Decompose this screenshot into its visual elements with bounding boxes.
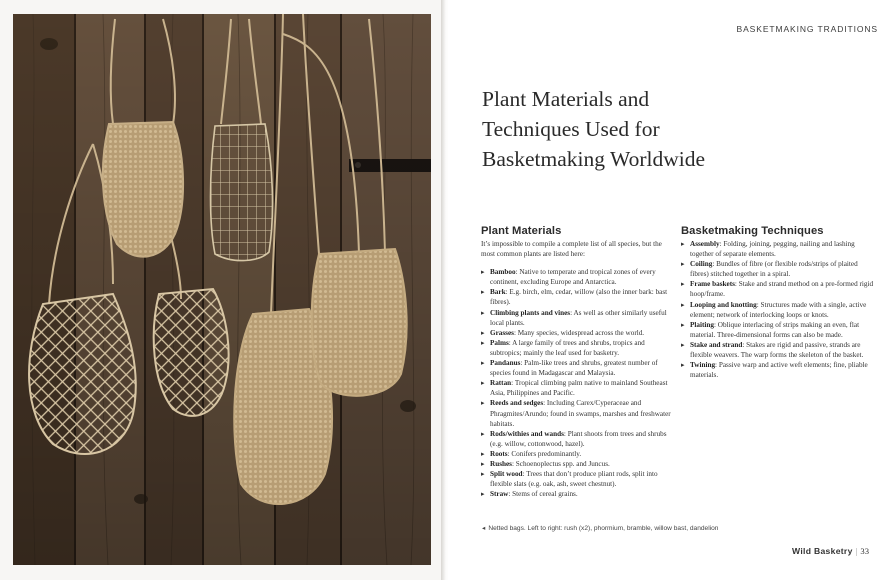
item-term: Split wood bbox=[490, 470, 523, 479]
plant-materials-list bbox=[481, 267, 671, 499]
list-item bbox=[481, 469, 671, 489]
item-description: : Structures made with a single, active element; network of interlocking loops or knots. bbox=[690, 300, 867, 319]
bullet-icon: ▸ bbox=[481, 328, 485, 337]
bullet-icon: ▸ bbox=[681, 240, 685, 248]
bullet-icon: ▸ bbox=[481, 268, 485, 277]
item-description: : Bundles of fibre (or flexible rods/strips of plaited fibres) stitched together in a spiral. bbox=[690, 260, 858, 279]
bullet-icon: ▸ bbox=[481, 359, 485, 368]
item-description: : E.g. birch, elm, cedar, willow (also the inner bark: bast fibres). bbox=[490, 288, 668, 307]
bullet-icon: ▸ bbox=[481, 490, 485, 499]
right-page bbox=[448, 0, 894, 580]
page-title bbox=[482, 84, 862, 174]
item-term: Rods/withies and wands bbox=[490, 429, 564, 438]
bullet-icon: ▸ bbox=[481, 470, 485, 479]
item-term: Stake and strand bbox=[690, 340, 743, 349]
list-item bbox=[681, 360, 877, 380]
item-description: : As well as other similarly useful local plants. bbox=[490, 308, 667, 327]
item-term: Bamboo bbox=[490, 268, 516, 277]
item-description: : Palm-like trees and shrubs, greatest number of species found in Madagascar and Malaysia. bbox=[490, 359, 658, 378]
bullet-icon: ▸ bbox=[681, 260, 685, 269]
item-term: Assembly bbox=[690, 240, 720, 248]
bullet-icon: ▸ bbox=[681, 280, 685, 289]
item-term: Rattan bbox=[490, 379, 512, 388]
list-item bbox=[481, 398, 671, 428]
photo-caption bbox=[482, 524, 718, 532]
item-description: : A large family of trees and shrubs, tropics and subtropics; mainly the leaf used for basketry. bbox=[490, 338, 645, 357]
item-description: : Passive warp and active weft elements; fine, pliable materials. bbox=[690, 361, 868, 380]
item-description: : Schoenoplectus spp. and Juncus. bbox=[511, 459, 610, 468]
item-description: : Including Carex/Cyperaceae and Phragmites/Arundo; found in swamps, marshes and freshwater habitats. bbox=[490, 399, 671, 428]
list-item bbox=[681, 259, 877, 279]
item-term: Roots bbox=[490, 449, 508, 458]
item-term: Frame baskets bbox=[690, 280, 735, 289]
item-term: Pandanus bbox=[490, 359, 521, 368]
bullet-icon: ▸ bbox=[681, 320, 685, 329]
caption-text: Netted bags. Left to right: rush (x2), phormium, bramble, willow bast, dandelion bbox=[488, 525, 719, 532]
bullet-icon: ▸ bbox=[481, 449, 485, 458]
bullet-icon: ▸ bbox=[681, 361, 685, 370]
list-item bbox=[481, 287, 671, 307]
techniques-column bbox=[681, 225, 877, 380]
item-description: : Oblique interlacing of strips making an even, flat material. Three-dimensional forms can also be made. bbox=[690, 320, 860, 339]
bullet-icon: ▸ bbox=[481, 338, 485, 347]
list-item bbox=[481, 489, 671, 499]
list-item bbox=[481, 338, 671, 358]
bullet-icon: ▸ bbox=[481, 308, 485, 317]
list-item bbox=[481, 328, 671, 338]
item-term: Rushes bbox=[490, 459, 512, 468]
bullet-icon: ▸ bbox=[481, 429, 485, 438]
item-description: : Plant shoots from trees and shrubs (e.g. willow, cottonwood, hazel). bbox=[490, 429, 667, 448]
bullet-icon: ▸ bbox=[681, 300, 685, 309]
basket-photo bbox=[13, 14, 431, 565]
list-item bbox=[481, 267, 671, 287]
list-item bbox=[481, 459, 671, 469]
plant-materials-intro: It’s impossible to compile a complete list of all species, but the most common plants are listed here: bbox=[481, 240, 662, 259]
item-description: : Folding, joining, pegging, nailing and lashing together of separate elements. bbox=[690, 240, 855, 259]
title-line: Plant Materials and bbox=[482, 87, 650, 111]
item-term: Reeds and sedges bbox=[490, 399, 544, 408]
list-item bbox=[481, 378, 671, 398]
page-footer bbox=[792, 546, 869, 556]
page-number: 33 bbox=[860, 546, 869, 556]
list-item bbox=[681, 239, 877, 259]
item-term: Palms bbox=[490, 338, 509, 347]
plant-materials-column bbox=[481, 225, 671, 499]
list-item bbox=[481, 449, 671, 459]
running-head: BASKETMAKING TRADITIONS bbox=[736, 24, 878, 34]
list-item bbox=[681, 300, 877, 320]
list-item bbox=[681, 320, 877, 340]
footer-separator: | bbox=[855, 546, 858, 556]
item-description: : Conifers predominantly. bbox=[507, 449, 582, 458]
item-description: : Stems of cereal grains. bbox=[508, 490, 578, 499]
list-item bbox=[481, 308, 671, 328]
list-item bbox=[481, 358, 671, 378]
title-line: Basketmaking Worldwide bbox=[482, 147, 705, 171]
plant-materials-heading: Plant Materials bbox=[481, 225, 562, 237]
bullet-icon: ▸ bbox=[681, 340, 685, 349]
techniques-list bbox=[681, 239, 877, 380]
list-item bbox=[681, 340, 877, 360]
title-line: Techniques Used for bbox=[482, 117, 660, 141]
item-term: Straw bbox=[490, 490, 509, 499]
bullet-icon: ▸ bbox=[481, 459, 485, 468]
bullet-icon: ▸ bbox=[481, 399, 485, 408]
item-description: : Trees that don’t produce pliant rods, split into flexible slats (e.g. oak, ash, sweet chestnut). bbox=[490, 470, 658, 489]
item-description: : Stake and strand method on a pre-formed rigid hoop/frame. bbox=[690, 280, 874, 299]
item-description: : Tropical climbing palm native to mainland Southeast Asia, Philippines and Pacific. bbox=[490, 379, 668, 398]
item-term: Bark bbox=[490, 288, 506, 297]
item-term: Climbing plants and vines bbox=[490, 308, 571, 317]
item-term: Grasses bbox=[490, 328, 514, 337]
techniques-heading: Basketmaking Techniques bbox=[681, 225, 824, 237]
item-description: : Stakes are rigid and passive, strands are flexible weavers. The warp forms the skeleton of the basket. bbox=[690, 340, 864, 360]
item-term: Plaiting bbox=[690, 320, 714, 329]
caption-arrow-icon: ◂ bbox=[482, 525, 486, 532]
list-item bbox=[681, 279, 877, 299]
bullet-icon: ▸ bbox=[481, 288, 485, 297]
item-term: Coiling bbox=[690, 260, 713, 269]
list-item bbox=[481, 429, 671, 449]
book-title: Wild Basketry bbox=[792, 546, 853, 556]
item-description: : Native to temperate and tropical zones of every continent, excluding Europe and Antarctica. bbox=[490, 268, 656, 287]
bullet-icon: ▸ bbox=[481, 379, 485, 388]
item-term: Looping and knotting bbox=[690, 300, 757, 309]
left-page bbox=[0, 0, 443, 580]
item-description: : Many species, widespread across the world. bbox=[513, 328, 645, 337]
item-term: Twining bbox=[690, 361, 716, 370]
